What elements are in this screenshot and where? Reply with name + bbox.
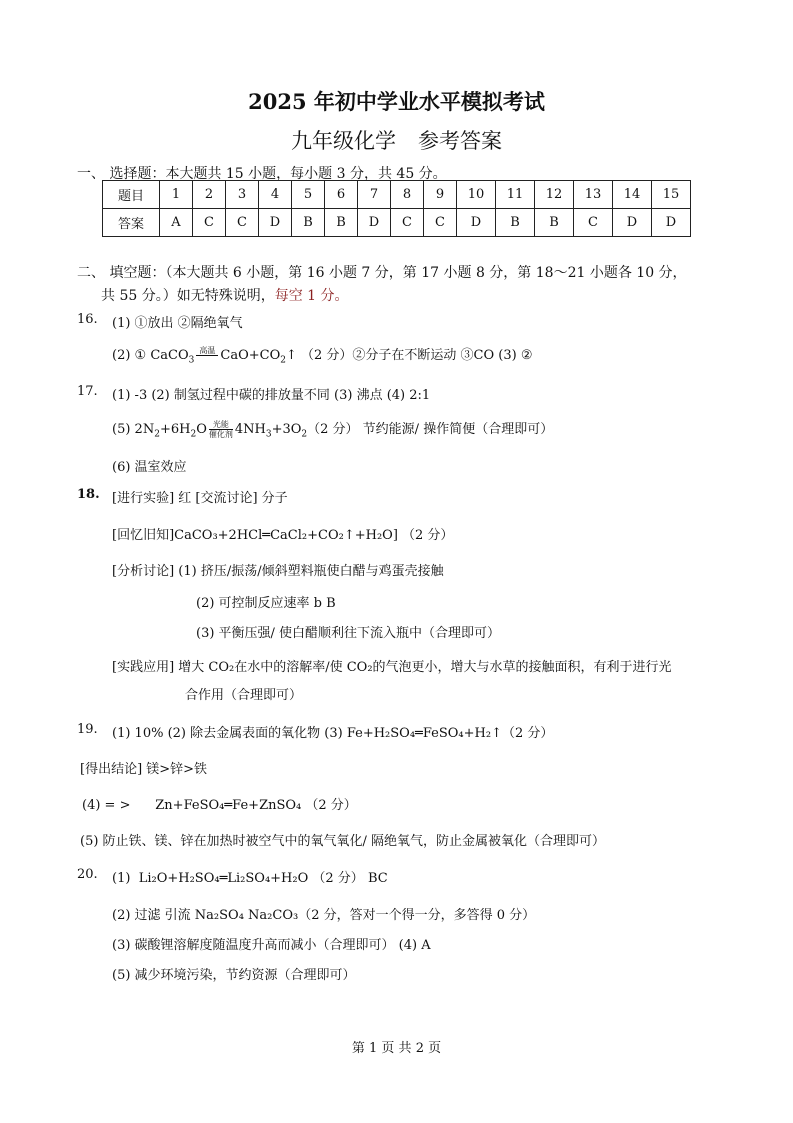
question-number-cell: 8 — [391, 181, 424, 209]
subtitle-right: 参考答案 — [418, 129, 502, 153]
answer-cell: B — [496, 209, 535, 237]
q16-eq-part3: ↑ （2 分）②分子在不断运动 ③CO (3) ② — [285, 348, 533, 363]
question-number: 19. — [77, 722, 98, 737]
q19-score: （2 分） — [501, 726, 554, 741]
page-footer: 第 1 页 共 2 页 — [351, 1041, 442, 1056]
subscript: 2 — [154, 429, 160, 440]
answer-cell: D — [259, 209, 292, 237]
question-number-cell: 4 — [259, 181, 292, 209]
q19-score2: （2 分） — [305, 798, 357, 813]
subscript: 2 — [190, 429, 197, 440]
question-number-cell: 14 — [613, 181, 652, 209]
question-number-cell: 10 — [457, 181, 496, 209]
q17-eq-part3: O — [196, 422, 207, 437]
q18-line1: [进行实验] 红 [交流讨论] 分子 — [112, 491, 288, 506]
q20-part1: (1) — [112, 871, 131, 886]
q17-eq-part6: （2 分） 节约能源/ 操作简便（合理即可） — [307, 422, 554, 437]
q20-line4: (5) 减少环境污染，节约资源（合理即可） — [112, 968, 356, 983]
answer-cell: D — [457, 209, 496, 237]
question-number: 17. — [77, 384, 98, 399]
q19-line1 — [112, 722, 553, 741]
row-header: 题目 — [103, 181, 160, 209]
question-number-cell: 2 — [193, 181, 226, 209]
answer-cell: A — [160, 209, 193, 237]
q20-rest: （2 分） BC — [312, 871, 388, 886]
question-number-cell: 6 — [325, 181, 358, 209]
q17-eq-part1: (5) 2N — [112, 422, 155, 437]
q17-eq-part2: +6H — [159, 422, 191, 437]
section2-heading: 二、 填空题：（本大题共 6 小题，第 16 小题 7 分，第 17 小题 8 分，第 18～21 小题各 10 分， — [77, 265, 687, 281]
reaction-condition — [209, 420, 233, 439]
condition-bottom: 催化剂 — [208, 430, 233, 439]
answer-cell: D — [358, 209, 391, 237]
answer-cell: C — [391, 209, 424, 237]
q17-line3: (6) 温室效应 — [112, 460, 187, 475]
answer-cell: D — [652, 209, 691, 237]
answer-cell: C — [424, 209, 457, 237]
question-number-cell: 13 — [574, 181, 613, 209]
q16-line2 — [112, 344, 532, 366]
q20-line2: (2) 过滤 引流 Na₂SO₄ Na₂CO₃（2 分，答对一个得一分，多答得 0 分） — [112, 908, 536, 923]
q16-eq-part1: (2) ① CaCO — [112, 348, 189, 363]
q19-equation2: Zn+FeSO₄═Fe+ZnSO₄ — [155, 798, 302, 813]
q19-line3 — [82, 794, 357, 813]
section2-points: 共 55 分。）如无特殊说明， — [101, 288, 275, 304]
question-number: 18. — [77, 487, 100, 502]
q20-line1 — [112, 867, 388, 886]
answer-cell: D — [613, 209, 652, 237]
section2-note: 每空 1 分。 — [274, 288, 349, 304]
subscript: 2 — [301, 429, 308, 440]
q18-score: ] （2 分） — [392, 528, 454, 543]
q18-equation: CaCO₃+2HCl═CaCl₂+CO₂↑+H₂O — [174, 528, 393, 543]
answer-cell: B — [292, 209, 325, 237]
condition-text: 高温 — [196, 346, 218, 356]
question-number-cell: 11 — [496, 181, 535, 209]
q19-equation: Fe+H₂SO₄═FeSO₄+H₂↑ — [346, 726, 502, 741]
q18-line6: [实践应用] 增大 CO₂在水中的溶解率/使 CO₂的气泡更小，增大与水草的接触面积，有利于进行光 — [112, 660, 672, 675]
question-number-cell: 12 — [535, 181, 574, 209]
q19-line4: (5) 防止铁、镁、锌在加热时被空气中的氧气氧化/ 隔绝氧气，防止金属被氧化（合理即可） — [80, 834, 606, 849]
q20-line3: (3) 碳酸锂溶解度随温度升高而减小（合理即可） (4) A — [112, 938, 431, 953]
section2-heading-cont — [101, 285, 349, 305]
q19-part1: (1) 10% (2) 除去金属表面的氧化物 (3) — [112, 726, 343, 741]
q18-line5: (3) 平衡压强/ 使白醋顺利往下流入瓶中（合理即可） — [196, 626, 501, 641]
answer-cell: C — [574, 209, 613, 237]
page-subtitle — [0, 125, 793, 155]
answer-table-number-row — [103, 181, 691, 209]
answer-cell: B — [325, 209, 358, 237]
subtitle-left: 九年级化学 — [291, 129, 396, 153]
q17-line2 — [112, 418, 553, 440]
subscript: 3 — [265, 429, 272, 440]
page-title: 2025 年初中学业水平模拟考试 — [248, 89, 545, 114]
q19-part4: (4) = > — [82, 798, 131, 813]
answer-cell: B — [535, 209, 574, 237]
question-number-cell: 15 — [652, 181, 691, 209]
question-number: 20. — [77, 867, 98, 882]
question-number: 16. — [77, 312, 98, 327]
q18-label: [回忆旧知] — [112, 528, 175, 543]
question-number-cell: 7 — [358, 181, 391, 209]
subscript: 2 — [280, 355, 286, 366]
row-header: 答案 — [103, 209, 160, 237]
reaction-condition — [196, 346, 218, 365]
answer-cell: C — [226, 209, 259, 237]
question-number-cell: 3 — [226, 181, 259, 209]
question-number-cell: 1 — [160, 181, 193, 209]
q19-line2: [得出结论] 镁>锌>铁 — [80, 762, 208, 777]
q18-line7: 合作用（合理即可） — [185, 688, 303, 703]
answer-cell: C — [193, 209, 226, 237]
q18-line3: [分析讨论] (1) 挤压/振荡/倾斜塑料瓶使白醋与鸡蛋壳接触 — [112, 564, 444, 579]
q18-line2 — [112, 524, 453, 543]
question-number-cell: 5 — [292, 181, 325, 209]
condition-top: 光能 — [209, 420, 233, 430]
section1-heading: 一、 选择题：本大题共 15 小题，每小题 3 分，共 45 分。 — [77, 166, 447, 182]
subscript: 3 — [188, 355, 195, 366]
q17-eq-part5: +3O — [271, 422, 302, 437]
q16-eq-part2: CaO+CO — [220, 348, 281, 363]
answer-table — [102, 180, 691, 237]
q20-equation: Li₂O+H₂SO₄═Li₂SO₄+H₂O — [138, 871, 309, 886]
q16-line1: (1) ①放出 ②隔绝氧气 — [112, 316, 243, 331]
q17-eq-part4: 4NH — [234, 422, 266, 437]
answer-table-answer-row — [103, 209, 691, 237]
q17-line1: (1) -3 (2) 制氢过程中碳的排放量不同 (3) 沸点 (4) 2:1 — [112, 388, 431, 403]
question-number-cell: 9 — [424, 181, 457, 209]
q18-line4: (2) 可控制反应速率 b B — [196, 596, 336, 611]
